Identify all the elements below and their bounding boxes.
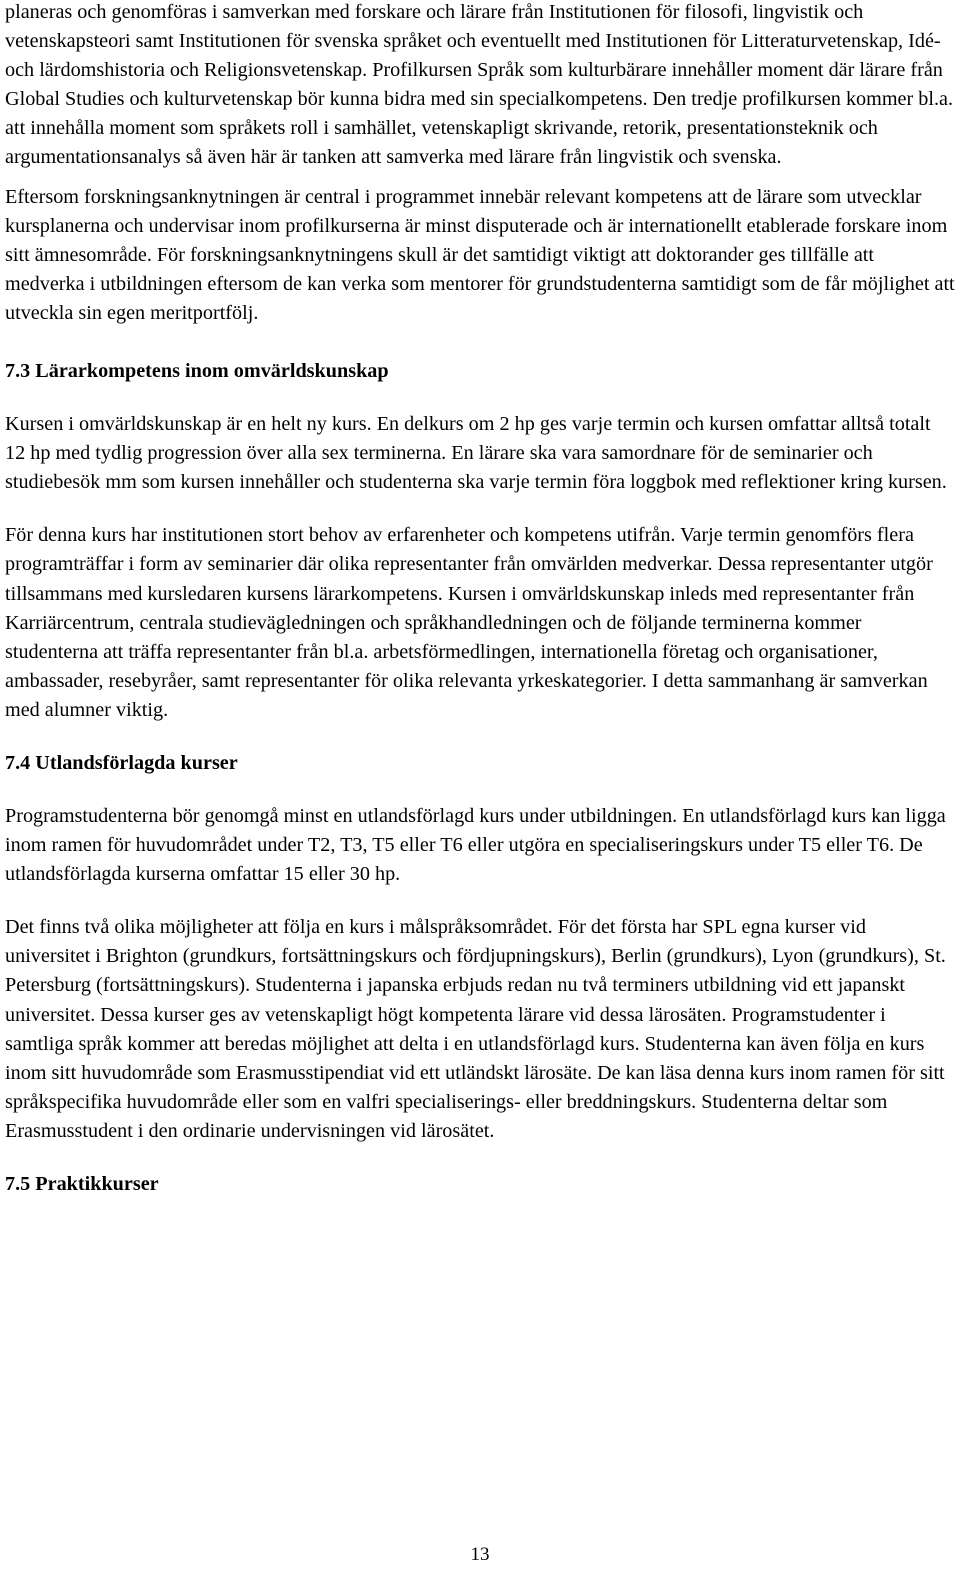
intro-paragraph-1: planeras och genomföras i samverkan med forskare och lärare från Institutionen för filosofi, lingvistik och vetenskapsteori samt Institutionen för svenska språket och eventuellt med Institutionen för Litteraturvetenskap, Idé- och lärdomshistoria och Religionsvetenskap. Profilkursen Språk som kulturbärare innehåller moment där lärare från Global Studies och kulturvetenskap bör kunna bidra med sin specialkompetens. Den tredje profilkursen kommer bl.a. att innehålla moment som språkets roll i samhället, vetenskapligt skrivande, retorik, presentationsteknik och argumentationsanalys så även här är tanken att samverka med lärare från lingvistik och svenska. — [5, 1, 954, 169]
section-7-3-paragraph-1: Kursen i omvärldskunskap är en helt ny kurs. En delkurs om 2 hp ges varje termin och kursen omfattar alltså totalt 12 hp med tydlig progression över alla sex terminerna. En lärare ska vara samordnare för de seminarier och studiebesök mm som kursen innehåller och studenterna ska varje termin föra loggbok med reflektioner kring kursen. — [5, 413, 947, 494]
section-7-4-paragraph-2: Det finns två olika möjligheter att följa en kurs i målspråksområdet. För det första har SPL egna kurser vid universitet i Brighton (grundkurs, fortsättningskurs och fördjupningskurs), Berlin (grundkurs), Lyon (grundkurs), St. Petersburg (fortsättningskurs). Studenterna i japanska erbjuds redan nu två terminers utbildning vid ett japanskt universitet. Dessa kurser ges av vetenskapligt högt kompetenta lärare vid dessa lärosäten. Programstudenter i samtliga språk kommer att beredas möjlighet att delta i en utlandsförlagd kurs. Studenterna kan även följa en kurs inom sitt huvudområde som Erasmusstipendiat vid ett utländskt lärosäte. De kan läsa denna kurs inom ramen för sitt språkspecifika huvudområde eller som en valfri specialiserings- eller breddningskurs. Studenterna deltar som Erasmusstudent i den ordinarie undervisningen vid lärosätet. — [5, 916, 946, 1142]
section-heading-7-3: 7.3 Lärarkompetens inom omvärldskunskap — [5, 360, 389, 383]
section-heading-7-5: 7.5 Praktikkurser — [5, 1173, 159, 1195]
page-number: 13 — [470, 1544, 490, 1565]
section-7-4-paragraph-1: Programstudenterna bör genomgå minst en utlandsförlagd kurs under utbildningen. En utlandsförlagd kurs kan ligga inom ramen för huvudområdet under T2, T3, T5 eller T6 eller utgöra en specialiseringskurs under T5 eller T6. De utlandsförlagda kurserna omfattar 15 eller 30 hp. — [5, 804, 946, 886]
intro-paragraph-2: Eftersom forskningsanknytningen är central i programmet innebär relevant kompetens att de lärare som utvecklar kursplanerna och undervisar inom profilkurserna är minst disputerade och är internationellt etablerade forskare inom sitt ämnesområde. För forskningsanknytningens skull är det samtidigt viktigt att doktorander ges tillfälle att medverka i utbildningen eftersom de kan verka som mentorer för grundstudenterna samtidigt som de får möjlighet att utveckla sin egen meritportfölj. — [5, 185, 955, 324]
section-heading-7-4: 7.4 Utlandsförlagda kurser — [5, 751, 238, 774]
section-7-3-paragraph-2: För denna kurs har institutionen stort behov av erfarenheter och kompetens utifrån. Varje termin genomförs flera programträffar i form av seminarier där olika representanter från omvärlden medverkar. Dessa representanter utgör tillsammans med kursledaren kursens lärarkompetens. Kursen i omvärldskunskap inleds med representanter från Karriärcentrum, centrala studievägledningen och språkhandledningen och de följande terminerna kommer studenterna att träffa representanter från bl.a. arbetsförmedlingen, internationella företag och organisationer, ambassader, resebyråer, samt representanter för olika relevanta yrkeskategorier. I detta sammanhang är samverkan med alumner viktig. — [5, 524, 933, 721]
document-page — [5, 0, 955, 1199]
